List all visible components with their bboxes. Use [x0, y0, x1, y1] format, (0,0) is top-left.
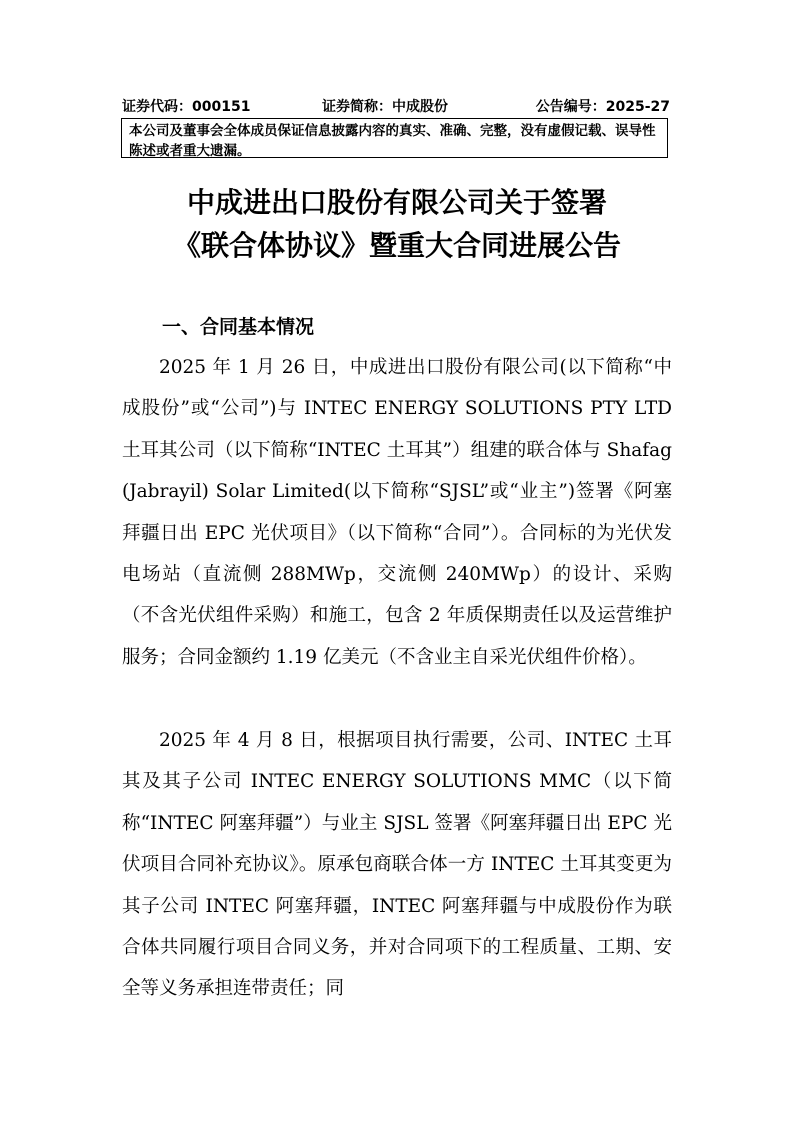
- announcement-number: 公告编号：2025-27: [535, 99, 670, 115]
- title-line-1: 中成进出口股份有限公司关于签署: [186, 186, 607, 219]
- disclosure-notice-box: 本公司及董事会全体成员保证信息披露内容的真实、准确、完整，没有虚假记载、误导性陈述或者重大遗漏。: [121, 118, 668, 158]
- section-heading: 一、合同基本情况: [162, 316, 315, 338]
- title-line-2: 《联合体协议》暨重大合同进展公告: [172, 229, 621, 262]
- stock-name: 证券简称：中成股份: [322, 99, 448, 115]
- body-paragraph-1: 2025 年 1 月 26 日，中成进出口股份有限公司(以下简称“中成股份”或“公司”)与 INTEC ENERGY SOLUTIONS PTY LTD 土耳其公司（以下简称“INTEC 土耳其”）组建的联合体与 Shafag (Jabrayil) Solar Limited(以下简称“SJSL”或“业主”)签署《阿塞拜疆日出 EPC 光伏项目》（以下简称“合同”）。合同标的为光伏发电场站（直流侧 288MWp，交流侧 240MWp）的设计、采购（不含光伏组件采购）和施工，包含 2 年质保期责任以及运营维护服务；合同金额约 1.19 亿美元（不含业主自采光伏组件价格）。: [122, 357, 672, 668]
- body-paragraph-2: 2025 年 4 月 8 日，根据项目执行需要，公司、INTEC 土耳其及其子公司 INTEC ENERGY SOLUTIONS MMC（以下简称“INTEC 阿塞拜疆”）与业主 SJSL 签署《阿塞拜疆日出 EPC 光伏项目合同补充协议》。原承包商联合体一方 INTEC 土耳其变更为其子公司 INTEC 阿塞拜疆，INTEC 阿塞拜疆与中成股份作为联合体共同履行项目合同义务，并对合同项下的工程质量、工期、安全等义务承担连带责任；同: [122, 730, 672, 1000]
- document-header: [122, 96, 670, 116]
- stock-code: 证券代码：000151: [122, 99, 251, 115]
